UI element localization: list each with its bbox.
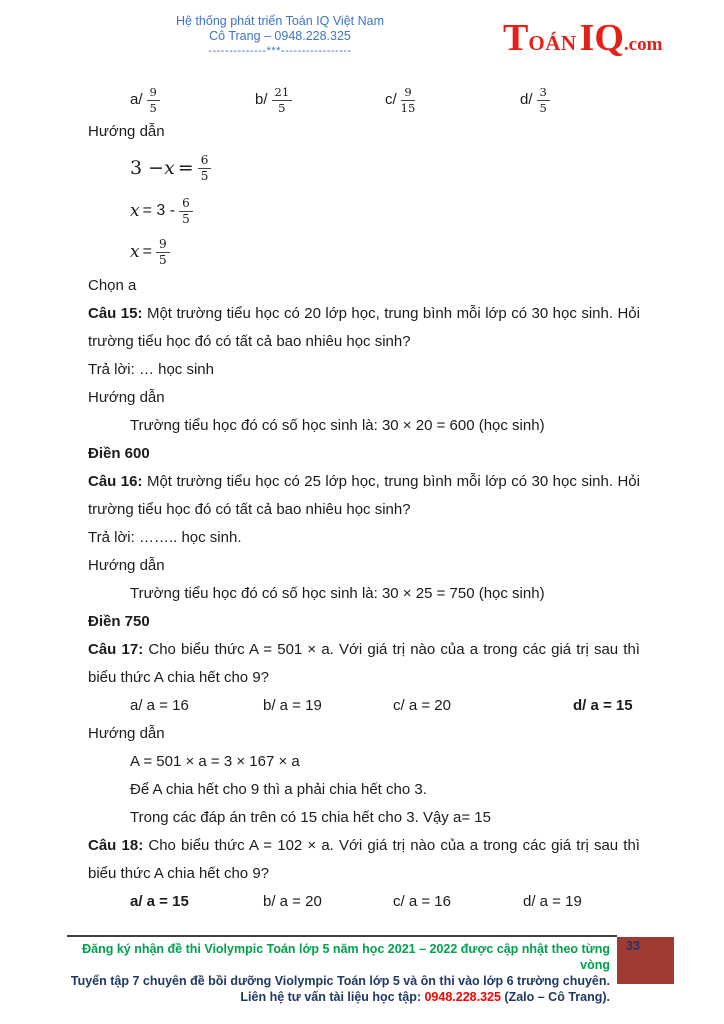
fraction-numerator: 9 [156, 238, 170, 253]
q14-option-b [255, 82, 292, 118]
option-label: b/ [255, 91, 268, 108]
equation-variable: x [130, 242, 140, 262]
fraction [537, 86, 550, 115]
fraction [147, 86, 160, 115]
question-separator: : [138, 641, 149, 658]
fraction-denominator: 5 [149, 100, 157, 115]
fraction-numerator: 9 [401, 86, 416, 101]
fraction [179, 197, 193, 226]
equation-text: = 3 - [142, 202, 176, 219]
footer-text-block [67, 941, 610, 1005]
question-number: Câu 16 [88, 473, 138, 490]
option-label: c/ [385, 91, 397, 108]
question-text: Cho biểu thức A = 102 × a. Với giá trị nào của a trong các giá trị sau thì biểu thức A chia hết cho 9? [88, 837, 640, 882]
question-text: Một trường tiểu học có 20 lớp học, trung bình mỗi lớp có 30 học sinh. Hỏi trường tiểu học đó có tất cả bao nhiêu học sinh? [88, 305, 640, 350]
header-contact: Cô Trang – 0948.228.325 [209, 29, 351, 43]
fraction-denominator: 5 [200, 168, 209, 183]
footer-line-2: Tuyển tập 7 chuyên đề bồi dưỡng Violympic Toán lớp 5 và ôn thi vào lớp 6 trường chuyên. [70, 974, 610, 988]
question-number: Câu 18 [88, 837, 139, 854]
q14-option-c [385, 82, 415, 118]
fraction [272, 86, 293, 115]
q14-conclusion: Chọn a [88, 277, 137, 294]
q14-options-row [88, 82, 640, 118]
q17-guide-label: Hướng dẫn [88, 725, 165, 742]
logo-part-oan: OÁN [528, 31, 577, 55]
footer-contact-suffix: (Zalo – Cô Trang). [500, 990, 610, 1004]
question-number: Câu 17 [88, 641, 139, 658]
toaniq-logo [503, 16, 662, 60]
question-separator: : [138, 837, 149, 854]
q17-step: Để A chia hết cho 9 thì a phải chia hết cho 3. [130, 781, 427, 798]
fraction [198, 154, 212, 183]
option-label: d/ [520, 91, 533, 108]
question-separator: : [137, 473, 147, 490]
footer-contact-label: Liên hệ tư vấn tài liệu học tập: [240, 990, 425, 1004]
fraction-numerator: 6 [198, 154, 212, 169]
logo-part-t: T [503, 17, 529, 59]
q18-option-b: b/ a = 20 [263, 893, 322, 910]
footer-line-1: Đăng ký nhận đề thi Violympic Toán lớp 5 năm học 2021 – 2022 được cập nhật theo từng vòng [82, 942, 610, 972]
question-text: Một trường tiểu học có 25 lớp học, trung bình mỗi lớp có 30 học sinh. Hỏi trường tiểu học đó có tất cả bao nhiêu học sinh? [88, 473, 640, 518]
equation-variable: x [130, 201, 140, 221]
q18-question [88, 832, 640, 888]
fraction-denominator: 5 [182, 211, 190, 226]
fraction-denominator: 5 [158, 252, 167, 267]
q14-guide-label: Hướng dẫn [88, 123, 165, 140]
q18-option-c: c/ a = 16 [393, 893, 451, 910]
q17-step: Trong các đáp án trên có 15 chia hết cho 3. Vậy a= 15 [130, 809, 491, 826]
footer-phone-number: 0948.228.325 [424, 990, 501, 1004]
q17-question [88, 636, 640, 692]
q14-option-a [130, 82, 160, 118]
equation-text: = [142, 243, 152, 260]
fraction [401, 86, 416, 115]
q16-answer-prompt: Trả lời: …….. học sinh. [88, 529, 242, 546]
question-number: Câu 15 [88, 305, 138, 322]
fraction-numerator: 21 [272, 86, 293, 101]
q16-question [88, 468, 640, 524]
q15-guide-label: Hướng dẫn [88, 389, 165, 406]
fraction-denominator: 15 [400, 100, 416, 115]
question-text: Cho biểu thức A = 501 × a. Với giá trị nào của a trong các giá trị sau thì biểu thức A chia hết cho 9? [88, 641, 640, 686]
q15-answer-prompt: Trả lời: … học sinh [88, 361, 214, 378]
q14-equation-1 [130, 146, 640, 190]
logo-part-com: .com [623, 34, 663, 55]
equation-text: = [177, 157, 194, 179]
header-org-block [138, 14, 422, 59]
q17-option-b: b/ a = 19 [263, 697, 322, 714]
header-org-name: Hệ thống phát triển Toán IQ Việt Nam [176, 14, 384, 28]
logo-part-iq: IQ [579, 17, 624, 59]
footer-line-3 [67, 989, 610, 1005]
header-divider: --------------***----------------- [208, 45, 352, 57]
q16-solution: Trường tiểu học đó có số học sinh là: 30 × 25 = 750 (học sinh) [130, 585, 545, 602]
q17-option-d-correct: d/ a = 15 [573, 697, 633, 714]
q14-equation-2 [130, 190, 640, 232]
q14-option-d [520, 82, 550, 118]
q17-option-a: a/ a = 16 [130, 697, 189, 714]
fraction-numerator: 3 [537, 86, 550, 101]
footer-divider-line [67, 935, 617, 937]
document-body [88, 82, 640, 916]
q18-options-row [88, 888, 640, 916]
equation-variable: x [164, 157, 175, 179]
page-number-box [617, 937, 674, 984]
equation-text: 3 − [130, 157, 165, 179]
q15-fill-answer: Điền 600 [88, 445, 150, 462]
fraction-denominator: 5 [278, 100, 286, 115]
fraction-numerator: 9 [147, 86, 160, 101]
fraction-denominator: 5 [539, 100, 547, 115]
q16-fill-answer: Điền 750 [88, 613, 150, 630]
fraction [156, 238, 170, 267]
q17-option-c: c/ a = 20 [393, 697, 451, 714]
q15-question [88, 300, 640, 356]
question-separator: : [137, 305, 147, 322]
q18-option-d: d/ a = 19 [523, 893, 582, 910]
q18-option-a-correct: a/ a = 15 [130, 893, 189, 910]
option-label: a/ [130, 91, 143, 108]
q17-options-row [88, 692, 640, 720]
q16-guide-label: Hướng dẫn [88, 557, 165, 574]
q14-equation-3 [130, 232, 640, 272]
q15-solution: Trường tiểu học đó có số học sinh là: 30 × 20 = 600 (học sinh) [130, 417, 545, 434]
page-number: 33 [626, 939, 640, 953]
q17-step: A = 501 × a = 3 × 167 × a [130, 753, 300, 770]
fraction-numerator: 6 [179, 197, 193, 212]
